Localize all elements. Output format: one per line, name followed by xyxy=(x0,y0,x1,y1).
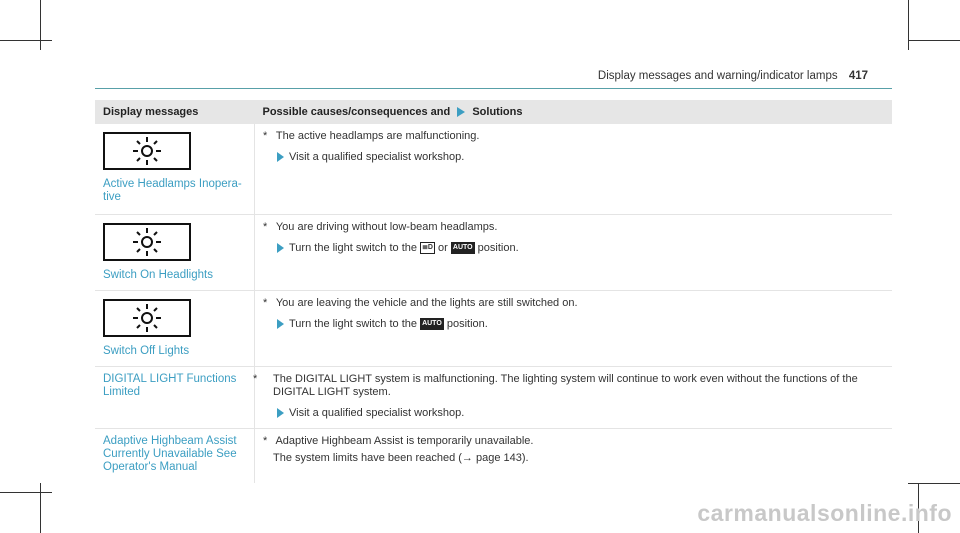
arrow-right-icon xyxy=(277,319,284,329)
table-row xyxy=(95,367,892,429)
solution-step: Visit a qualified specialist workshop. xyxy=(263,151,884,164)
cause-text-detail: The system limits have been reached (→ page 143). xyxy=(273,452,529,464)
arrow-right-icon xyxy=(277,152,284,162)
cause-text: * The DIGITAL LIGHT system is malfunctioning. The lighting system will continue to work even without the functions of the DIGITAL LIGHT system. xyxy=(253,373,858,398)
crop-mark xyxy=(908,0,909,50)
message-label: Active Headlamps Inopera-tive xyxy=(103,178,242,203)
cause-text: * You are leaving the vehicle and the lights are still switched on. xyxy=(263,297,578,309)
table-row xyxy=(95,429,892,484)
table-row xyxy=(95,291,892,367)
page-header xyxy=(598,70,868,82)
solution-step: Visit a qualified specialist workshop. xyxy=(263,407,884,420)
low-beam-symbol-icon: ≣D xyxy=(420,242,435,254)
headlamp-warning-icon xyxy=(103,223,191,261)
crop-mark xyxy=(0,492,52,493)
cause-text: * Adaptive Highbeam Assist is temporarily unavailable. xyxy=(263,435,534,447)
table-row xyxy=(95,124,892,215)
arrow-right-icon xyxy=(277,243,284,253)
headlamp-warning-icon xyxy=(103,132,191,170)
display-messages-table xyxy=(95,100,892,483)
crop-mark xyxy=(908,40,960,41)
table-row xyxy=(95,215,892,291)
header-rule xyxy=(95,88,892,89)
auto-symbol-icon: AUTO xyxy=(451,242,475,254)
headlamp-warning-icon xyxy=(103,299,191,337)
arrow-right-icon xyxy=(277,408,284,418)
crop-mark xyxy=(40,483,41,533)
message-label: DIGITAL LIGHT Functions Limited xyxy=(103,373,237,398)
crop-mark xyxy=(40,0,41,50)
col-header-messages: Display messages xyxy=(95,100,255,124)
solution-step: Turn the light switch to the AUTO position. xyxy=(263,318,884,331)
message-label: Switch On Headlights xyxy=(103,269,213,281)
watermark: carmanualsonline.info xyxy=(697,500,952,526)
auto-symbol-icon: AUTO xyxy=(420,318,444,330)
page-number: 417 xyxy=(848,70,868,82)
message-label: Switch Off Lights xyxy=(103,345,190,357)
solution-step: Turn the light switch to the ≣D or AUTO position. xyxy=(263,242,884,255)
section-title: Display messages and warning/indicator lamps xyxy=(597,70,838,82)
crop-mark xyxy=(0,40,52,41)
col-header-causes: Possible causes/consequences and Solutions xyxy=(255,100,893,124)
cause-text: * The active headlamps are malfunctioning. xyxy=(263,130,480,142)
cause-text: * You are driving without low-beam headlamps. xyxy=(263,221,498,233)
arrow-right-icon xyxy=(457,107,465,117)
message-label: Adaptive Highbeam Assist Currently Unavailable See Operator's Manual xyxy=(103,435,237,473)
crop-mark xyxy=(908,483,960,484)
